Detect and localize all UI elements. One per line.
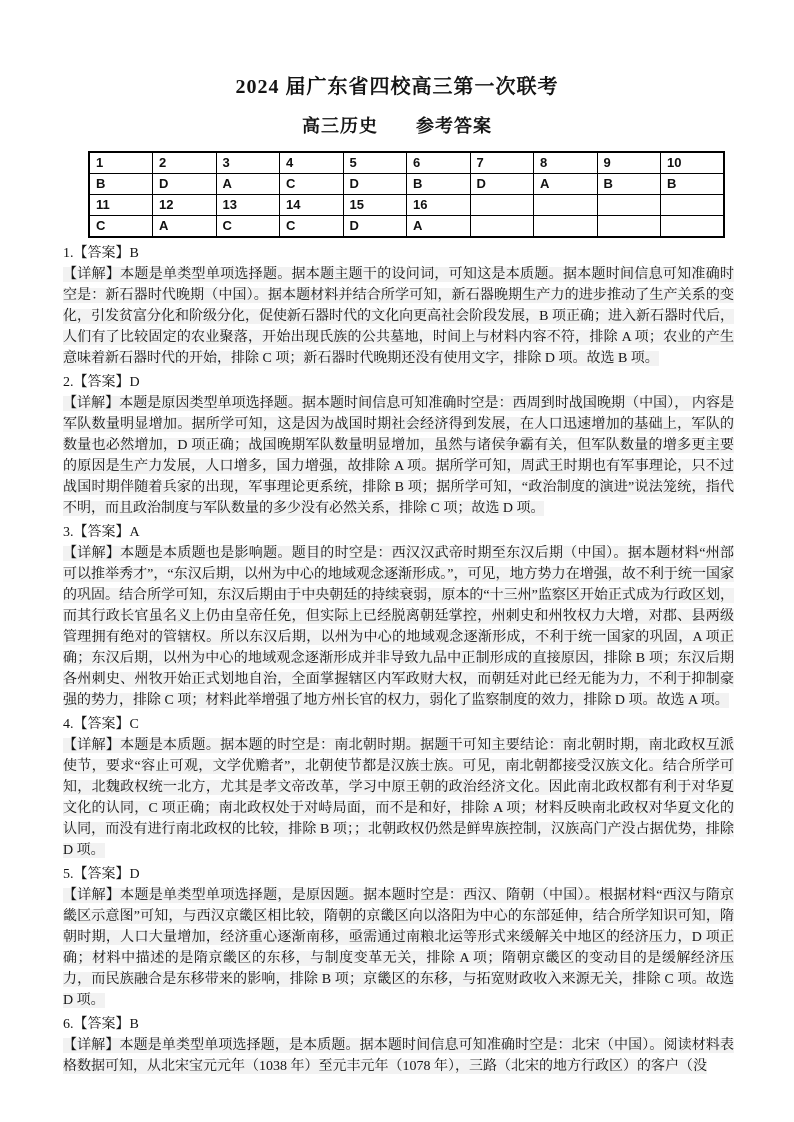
table-cell: C [89,216,153,238]
table-cell: D [343,174,407,195]
document-title: 2024 届广东省四校高三第一次联考 [235,76,559,98]
table-cell [534,195,598,216]
table-cell [661,195,725,216]
table-cell [597,195,661,216]
table-cell: 3 [216,152,280,174]
answer-heading: 6.【答案】B [63,1017,139,1032]
answer-section-1 [63,243,734,369]
table-cell [661,216,725,238]
answer-detail-text: 【详解】本题是原因类型单项选择题。据本题时间信息可知准确时空是：西周到时战国晚期（中国）， 内容是军队数量明显增加。据所学可知，这是因为战国时期社会经济得到发展，在人口迅速增加的基础上，军队的数量也必然增加，D 项正确；战国晚期军队数量明显增加，虽然与诸侯争霸有关，但军队数量的增多更主要的原因是生产力发展，人口增多，国力增强，故排除 A 项。据所学可知，周武王时期也有军事理论，只不过战国时期伴随着兵家的出现，军事理论更系统，排除 B 项；据所学可知，“政治制度的演进”说法笼统，指代不明，而且政治制度与军队数量的多少没有必然关系，排除 C 项；故选 D 项。 [63,396,734,516]
table-cell: B [597,174,661,195]
table-cell: 15 [343,195,407,216]
answer-heading: 5.【答案】D [63,867,140,882]
table-cell [534,216,598,238]
answer-heading: 3.【答案】A [63,525,140,540]
answer-detail-text: 【详解】本题是单类型单项选择题。据本题主题干的设问词，可知这是本质题。据本题时间信息可知准确时空是：新石器时代晚期（中国）。据本题材料并结合所学可知，新石器晚期生产力的进步推动了生产关系的变化，引发贫富分化和阶级分化，促使新石器时代的文化向更高社会阶段发展，B 项正确；进入新石器时代后，人们有了比较固定的农业聚落，开始出现氏族的公共墓地，时间上与材料内容不符，排除 A 项；农业的产生意味着新石器时代的开始，排除 C 项；新石器时代晚期还没有使用文字，排除 D 项。故选 B 项。 [63,267,734,366]
table-cell: 13 [216,195,280,216]
table-row [89,216,724,238]
table-cell: 9 [597,152,661,174]
table-cell [470,216,534,238]
table-row [89,152,724,174]
table-cell: 11 [89,195,153,216]
answer-detail-text: 【详解】本题是单类型单项选择题，是本质题。据本题时间信息可知准确时空是：北宋（中国）。阅读材料表格数据可知，从北宋宝元元年（1038 年）至元丰元年（1078 年），三路（北宋的地方行政区）的客户（没 [63,1038,734,1074]
answer-key-table [88,151,725,238]
table-cell: B [89,174,153,195]
table-cell: C [280,216,344,238]
table-cell: 16 [407,195,471,216]
table-cell: 6 [407,152,471,174]
table-cell: 5 [343,152,407,174]
table-cell: 2 [153,152,217,174]
table-cell: D [153,174,217,195]
table-cell [470,195,534,216]
table-cell: A [216,174,280,195]
answer-detail [63,735,734,861]
answer-section-2 [63,372,734,519]
table-cell: B [407,174,471,195]
answer-detail [63,393,734,519]
answer-heading: 2.【答案】D [63,375,140,390]
table-cell: A [534,174,598,195]
answer-section-3 [63,522,734,711]
answer-detail [63,885,734,1011]
table-cell: 14 [280,195,344,216]
table-cell: C [216,216,280,238]
table-cell: B [661,174,725,195]
table-cell: 7 [470,152,534,174]
answer-detail [63,543,734,711]
answer-detail-text: 【详解】本题是单类型单项选择题，是原因题。据本题时空是：西汉、隋朝（中国）。根据材料“西汉与隋京畿区示意图”可知，与西汉京畿区相比较，隋朝的京畿区向以洛阳为中心的东部延伸，结合所学知识可知，隋朝时期，人口大量增加，经济重心逐渐南移，亟需通过南粮北运等形式来缓解关中地区的经济压力，D 项正确；材料中描述的是隋京畿区的东移，与制度变革无关，排除 A 项；隋朝京畿区的变动目的是缓解经济压力，而民族融合是东移带来的影响，排除 B 项；京畿区的东移，与拓宽财政收入来源无关，排除 C 项。故选 D 项。 [63,888,734,1008]
table-cell: 10 [661,152,725,174]
answer-detail [63,1035,734,1077]
answer-section-4 [63,714,734,861]
answer-detail-text: 【详解】本题是本质题。据本题的时空是：南北朝时期。据题干可知主要结论：南北朝时期，南北政权互派使节，要求“容止可观，文学优赡者”，北朝使节都是汉族士族。可见，南北朝都接受汉族文化。结合所学可知，北魏政权统一北方，尤其是孝文帝改革，学习中原王朝的政治经济文化。因此南北政权都有利于对华夏文化的认同，C 项正确；南北政权处于对峙局面，而不是和好，排除 A 项；材料反映南北政权对华夏文化的认同，而没有进行南北政权的比较，排除 B 项；；北朝政权仍然是鲜卑族控制，汉族高门产没占据优势，排除 D 项。 [63,738,734,858]
answer-detail-text: 【详解】本题是本质题也是影响题。题目的时空是：西汉汉武帝时期至东汉后期（中国）。据本题材料“州部可以推举秀才”，“东汉后期，以州为中心的地域观念逐渐形成。”，可见，地方势力在增强，故不利于统一国家的巩固。结合所学可知，东汉后期由于中央朝廷的持续衰弱，原本的“十三州”监察区开始正式成为行政区划，而其行政长官虽名义上仍由皇帝任免，但实际上已经脱离朝廷掌控，州刺史和州牧权力大增，对郡、县两级管理拥有绝对的管辖权。所以东汉后期，以州为中心的地域观念逐渐形成，不利于统一国家的巩固，A 项正确；东汉后期，以州为中心的地域观念逐渐形成并非导致九品中正制形成的直接原因，排除 B 项；东汉后期各州刺史、州牧开始正式划地自治，全面掌握辖区内军政财大权，而朝廷对此已经无能为力，不利于抑制豪强的势力，排除 C 项；材料此举增强了地方州长官的权力，弱化了监察制度的效力，排除 D 项。故选 A 项。 [63,546,734,708]
table-cell: A [153,216,217,238]
table-cell: 4 [280,152,344,174]
answer-sections [63,243,734,1077]
table-cell: D [470,174,534,195]
table-row [89,174,724,195]
answer-heading: 4.【答案】C [63,717,139,732]
table-cell: A [407,216,471,238]
table-cell: 8 [534,152,598,174]
table-row [89,195,724,216]
table-cell: D [343,216,407,238]
answer-heading: 1.【答案】B [63,246,139,261]
document-subtitle: 高三历史 参考答案 [302,116,492,136]
answer-detail [63,264,734,369]
table-cell: C [280,174,344,195]
answer-section-6 [63,1014,734,1077]
answer-section-5 [63,864,734,1011]
table-cell [597,216,661,238]
table-cell: 12 [153,195,217,216]
table-cell: 1 [89,152,153,174]
